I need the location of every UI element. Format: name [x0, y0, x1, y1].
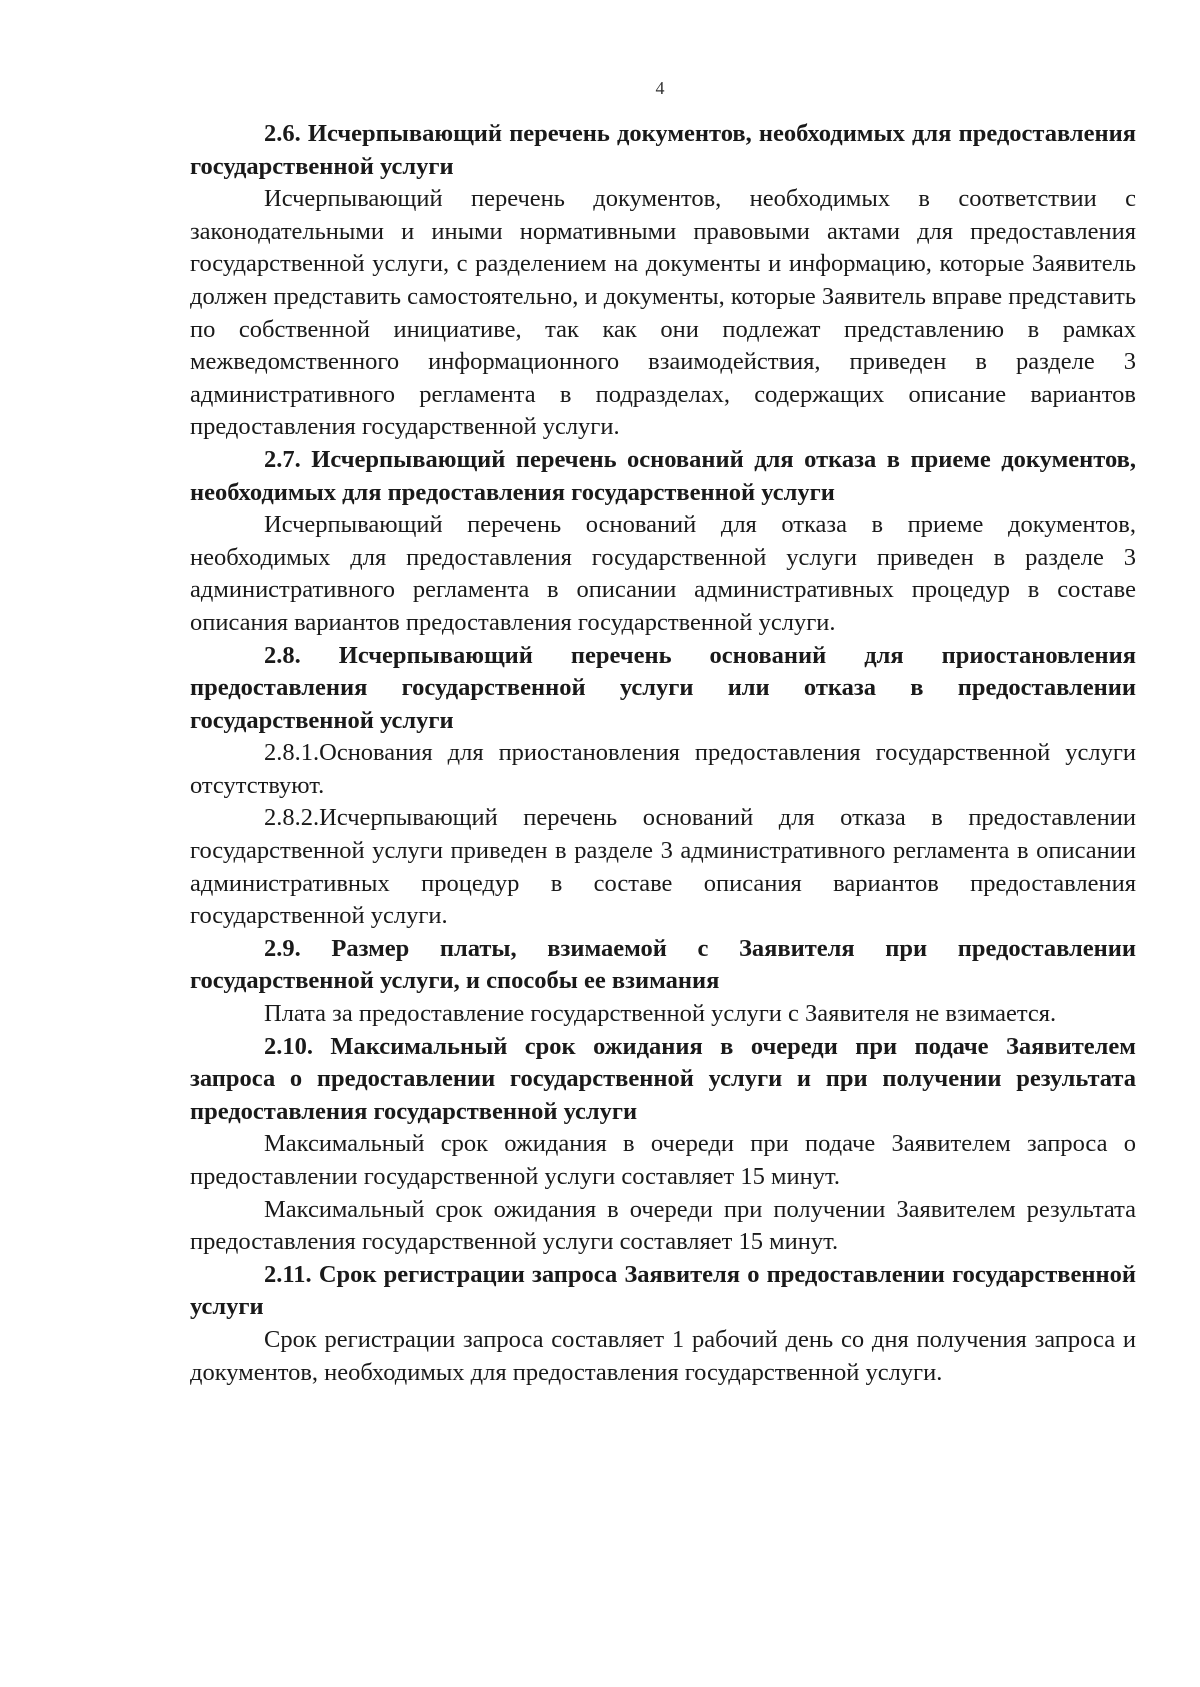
section-paragraph: Срок регистрации запроса составляет 1 рабочий день со дня получения запроса и документов, необходимых для предоставления государственной услуги. — [190, 1325, 1136, 1386]
section-paragraph: Исчерпывающий перечень оснований для отказа в приеме документов, необходимых для предоставления государственной услуги приведен в разделе 3 административного регламента в описании административных процедур в составе описания вариантов предоставления государственной услуги. — [190, 511, 1136, 636]
page-number: 4 — [655, 78, 665, 98]
section-heading-2-9: 2.9. Размер платы, взимаемой с Заявителя при предоставлении государственной услуги, и способы ее взимания — [190, 934, 1136, 995]
section-paragraph: Плата за предоставление государственной услуги с Заявителя не взимается. — [264, 1000, 1057, 1028]
section-paragraph: Максимальный срок ожидания в очереди при подаче Заявителем запроса о предоставлении государственной услуги составляет 15 минут. — [190, 1130, 1136, 1190]
section-heading-2-10: 2.10. Максимальный срок ожидания в очереди при подаче Заявителем запроса о предоставлении государственной услуги и при получении результата предоставления государственной услуги — [190, 1032, 1136, 1125]
section-paragraph: Максимальный срок ожидания в очереди при получении Заявителем результата предоставления государственной услуги составляет 15 минут. — [190, 1195, 1136, 1256]
section-paragraph: 2.8.1.Основания для приостановления предоставления государственной услуги отсутствуют. — [190, 739, 1136, 799]
section-paragraph: 2.8.2.Исчерпывающий перечень оснований для отказа в предоставлении государственной услуги приведен в разделе 3 административного регламента в описании административных процедур в составе описания вариантов предоставления государственной услуги. — [190, 804, 1136, 930]
section-heading-2-11: 2.11. Срок регистрации запроса Заявителя о предоставлении государственной услуги — [190, 1260, 1136, 1321]
section-paragraph: Исчерпывающий перечень документов, необходимых в соответствии с законодательными и иными нормативными правовыми актами для предоставления государственной услуги, с разделением на документы и информацию, которые Заявитель должен представить самостоятельно, и документы, которые Заявитель вправе представить по собственной инициативе, так как они подлежат представлению в рамках межведомственного информационного взаимодействия, приведен в разделе 3 административного регламента в подразделах, содержащих описание вариантов предоставления государственной услуги. — [190, 185, 1136, 441]
section-heading-2-7: 2.7. Исчерпывающий перечень оснований для отказа в приеме документов, необходимых для предоставления государственной услуги — [190, 445, 1136, 506]
section-heading-2-8: 2.8. Исчерпывающий перечень оснований для приостановления предоставления государственной услуги или отказа в предоставлении государственной услуги — [190, 641, 1136, 734]
section-heading-2-6: 2.6. Исчерпывающий перечень документов, необходимых для предоставления государственной услуги — [190, 120, 1136, 180]
document-body — [190, 118, 1136, 1389]
